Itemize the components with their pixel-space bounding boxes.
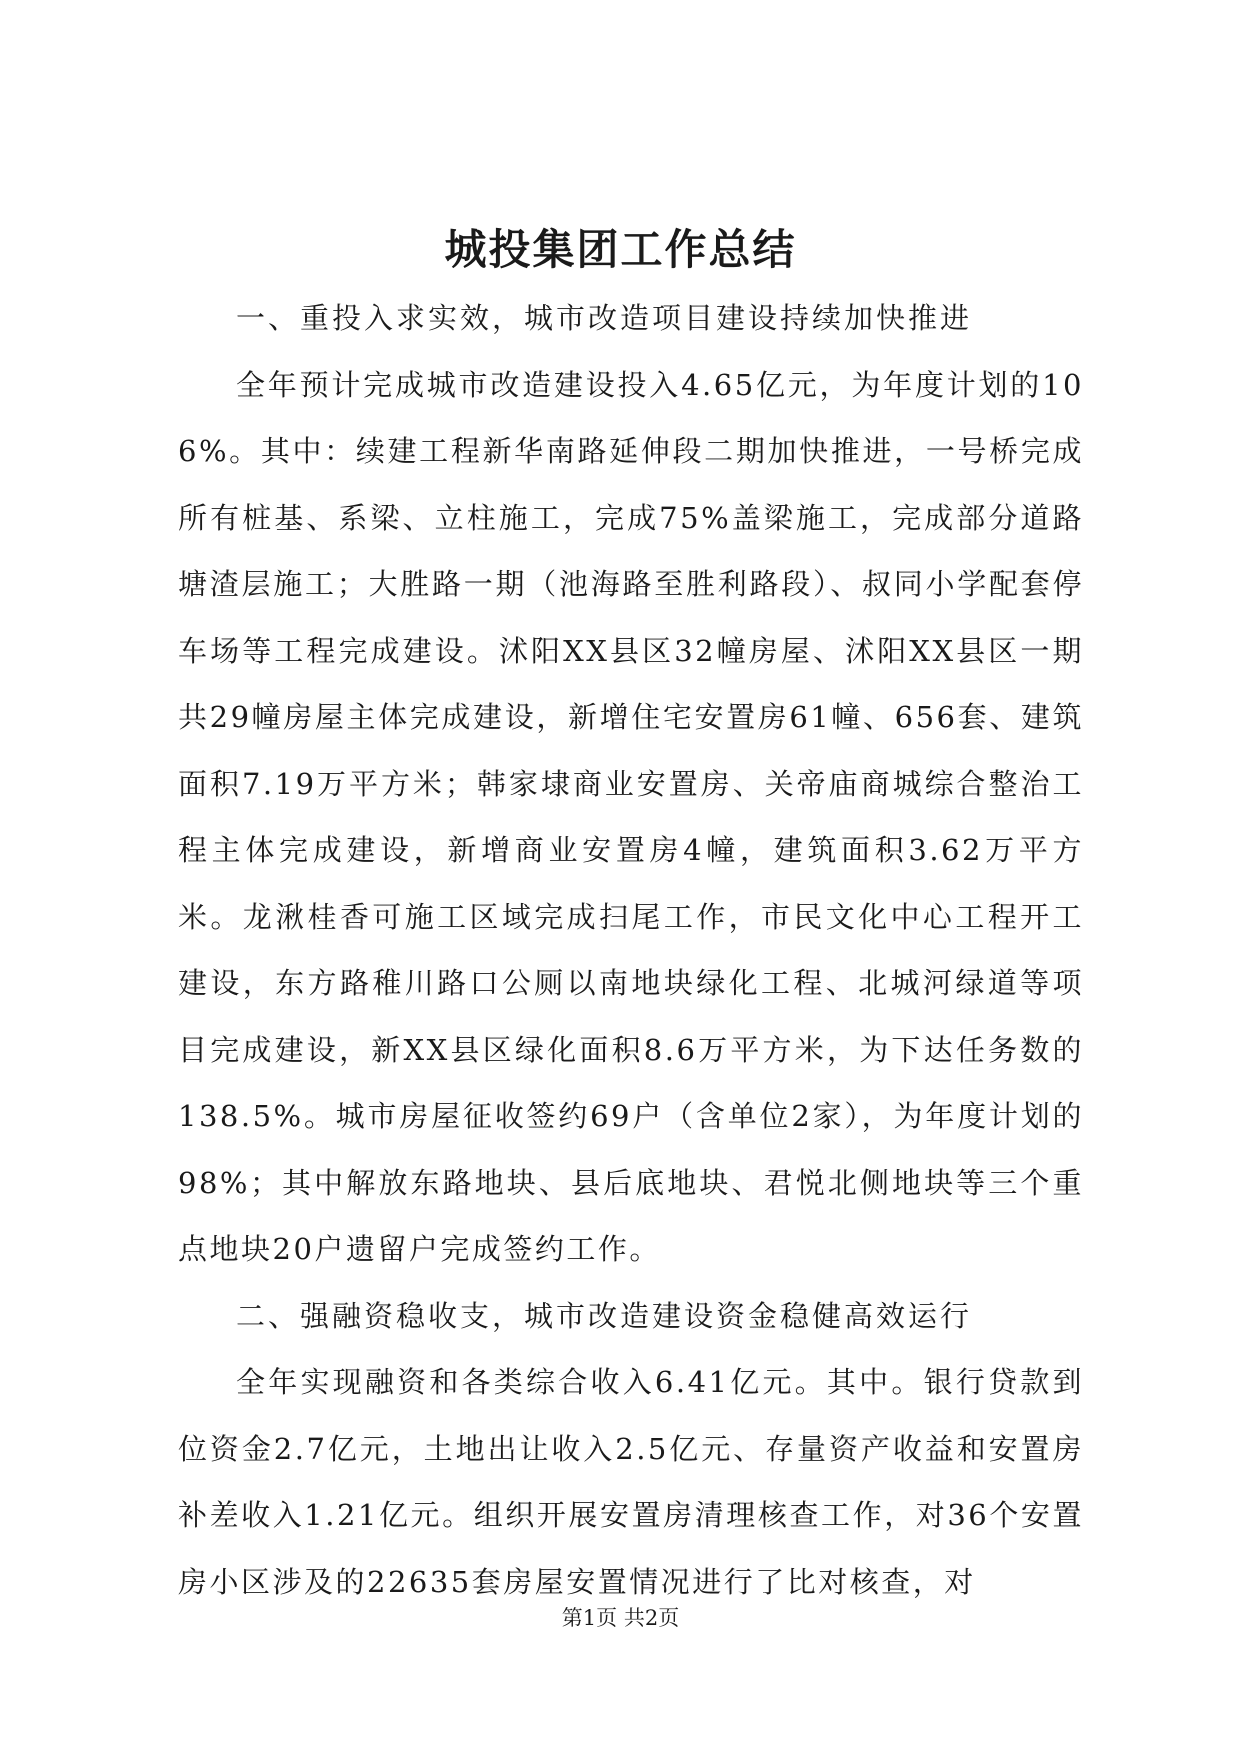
section-2-paragraph: 全年实现融资和各类综合收入6.41亿元。其中。银行贷款到位资金2.7亿元，土地出让收入2.5亿元、存量资产收益和安置房补差收入1.21亿元。组织开展安置房清理核查工作，对36个安置房小区涉及的22635套房屋安置情况进行了比对核查，对	[178, 1365, 1084, 1599]
document-body	[178, 285, 1084, 1615]
section-1-heading: 一、重投入求实效，城市改造项目建设持续加快推进	[236, 301, 973, 335]
page-number-footer: 第1页 共2页	[561, 1606, 680, 1630]
section-1-paragraph: 全年预计完成城市改造建设投入4.65亿元，为年度计划的106%。其中：续建工程新华南路延伸段二期加快推进，一号桥完成所有桩基、系梁、立柱施工，完成75%盖梁施工，完成部分道路塘渣层施工；大胜路一期（池海路至胜利路段）、叔同小学配套停车场等工程完成建设。沭阳XX县区32幢房屋、沭阳XX县区一期共29幢房屋主体完成建设，新增住宅安置房61幢、656套、建筑面积7.19万平方米；韩家埭商业安置房、关帝庙商城综合整治工程主体完成建设，新增商业安置房4幢，建筑面积3.62万平方米。龙湫桂香可施工区域完成扫尾工作，市民文化中心工程开工建设，东方路稚川路口公厕以南地块绿化工程、北城河绿道等项目完成建设，新XX县区绿化面积8.6万平方米，为下达任务数的138.5%。城市房屋征收签约69户（含单位2家），为年度计划的98%；其中解放东路地块、县后底地块、君悦北侧地块等三个重点地块20户遗留户完成签约工作。	[178, 367, 1084, 1266]
document-title: 城投集团工作总结	[444, 225, 797, 274]
section-2-heading: 二、强融资稳收支，城市改造建设资金稳健高效运行	[236, 1298, 973, 1333]
